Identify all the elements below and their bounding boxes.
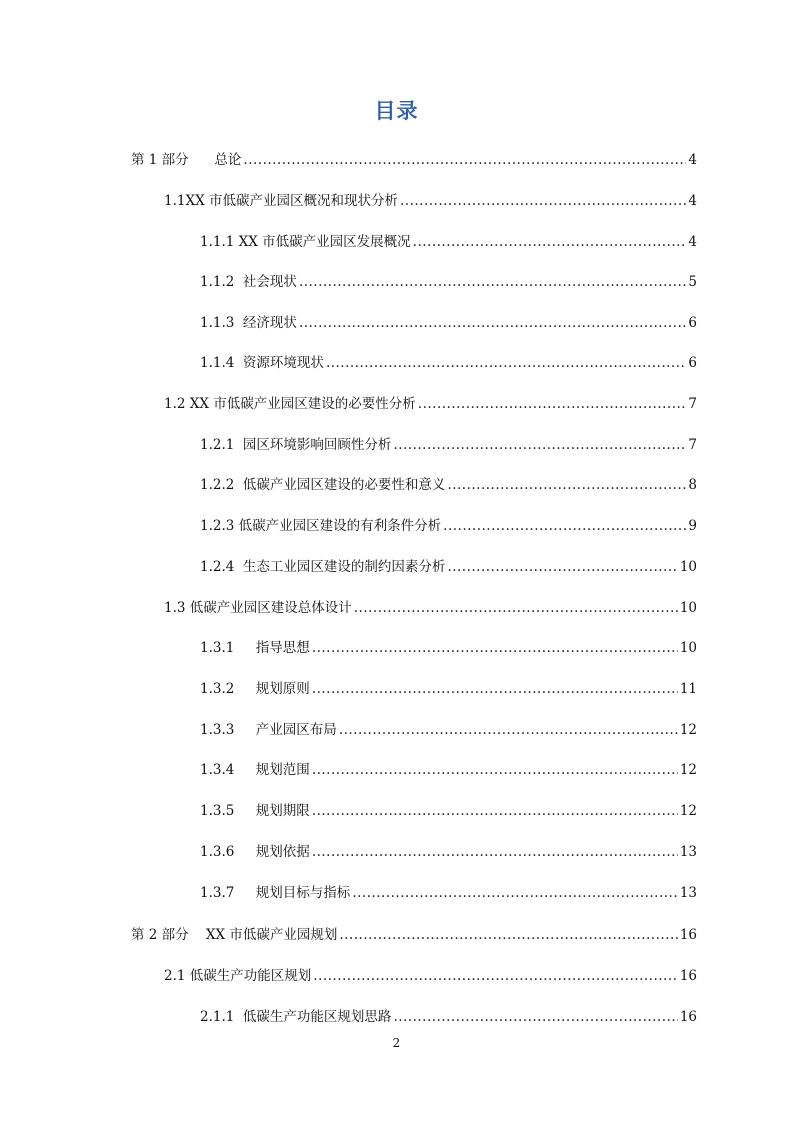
toc-entry-label: 1.1.1 XX 市低碳产业园区发展概况 xyxy=(200,234,411,250)
leader-dots xyxy=(299,272,686,292)
leader-dots xyxy=(354,598,678,618)
toc-entry-page: 13 xyxy=(679,885,697,901)
toc-entry[interactable] xyxy=(200,557,697,577)
toc-entry[interactable] xyxy=(200,638,697,658)
toc-entry-page: 10 xyxy=(679,559,697,575)
toc-entry[interactable] xyxy=(200,842,697,862)
toc-title: 目录 xyxy=(374,99,419,123)
toc-entry-label: 2.1.1 低碳生产功能区规划思路 xyxy=(200,1009,392,1025)
toc-entry-page: 4 xyxy=(688,193,697,209)
leader-dots xyxy=(393,1007,677,1027)
toc-entry-page: 12 xyxy=(679,722,697,738)
leader-dots xyxy=(400,191,686,211)
page-number: 2 xyxy=(392,1036,401,1050)
toc-entry[interactable] xyxy=(164,394,697,414)
toc-entry-label: 1.3.4 规划范围 xyxy=(200,762,310,778)
toc-entry[interactable] xyxy=(200,475,697,495)
toc-entry-page: 12 xyxy=(679,803,697,819)
toc-entry-label: 1.3.5 规划期限 xyxy=(200,803,310,819)
toc-entry-page: 16 xyxy=(679,927,697,943)
toc-entry-label: 1.1.4 资源环境现状 xyxy=(200,355,324,371)
toc-entry[interactable] xyxy=(131,150,697,170)
leader-dots xyxy=(312,760,678,780)
toc-entry[interactable] xyxy=(200,353,697,373)
toc-entry-page: 5 xyxy=(688,274,697,290)
toc-entry-page: 16 xyxy=(679,1009,697,1025)
toc-entry[interactable] xyxy=(200,272,697,292)
toc-entry[interactable] xyxy=(164,598,697,618)
toc-entry[interactable] xyxy=(164,191,697,211)
toc-entry[interactable] xyxy=(200,516,697,536)
toc-entry-page: 9 xyxy=(688,518,697,534)
toc-entry-label: 1.2 XX 市低碳产业园区建设的必要性分析 xyxy=(164,396,416,412)
toc-entry[interactable] xyxy=(131,925,697,945)
toc-entry-label: 1.3.2 规划原则 xyxy=(200,681,310,697)
leader-dots xyxy=(447,475,686,495)
toc-entry-page: 11 xyxy=(679,681,697,697)
toc-entry-label: 1.3.1 指导思想 xyxy=(200,640,310,656)
leader-dots xyxy=(418,394,687,414)
leader-dots xyxy=(443,516,686,536)
toc-entry-label: 1.2.1 园区环境影响回顾性分析 xyxy=(200,437,392,453)
leader-dots xyxy=(299,313,686,333)
toc-entry-label: 第 1 部分 总论 xyxy=(131,152,242,168)
toc-entry-label: 1.3.7 规划目标与指标 xyxy=(200,885,351,901)
toc-entry-label: 1.2.3 低碳产业园区建设的有利条件分析 xyxy=(200,518,442,534)
toc-entry-page: 10 xyxy=(679,640,697,656)
toc-entry[interactable] xyxy=(200,313,697,333)
toc-entry-page: 7 xyxy=(688,437,697,453)
toc-entry-label: 1.3 低碳产业园区建设总体设计 xyxy=(164,600,352,616)
toc-entry[interactable] xyxy=(200,760,697,780)
leader-dots xyxy=(339,720,678,740)
toc-entry-page: 8 xyxy=(688,477,697,493)
leader-dots xyxy=(326,353,686,373)
toc-entry-page: 4 xyxy=(688,234,697,250)
toc-entry-page: 6 xyxy=(688,355,697,371)
toc-entry-page: 13 xyxy=(679,844,697,860)
leader-dots xyxy=(312,842,678,862)
leader-dots xyxy=(393,435,686,455)
leader-dots xyxy=(312,679,678,699)
toc-entry-label: 第 2 部分 XX 市低碳产业园规划 xyxy=(131,927,338,943)
leader-dots xyxy=(243,150,686,170)
leader-dots xyxy=(339,925,677,945)
toc-entry[interactable] xyxy=(200,1007,697,1027)
toc-entry-page: 12 xyxy=(679,762,697,778)
toc-entry-page: 10 xyxy=(679,600,697,616)
toc-entry-label: 1.1.2 社会现状 xyxy=(200,274,297,290)
toc-entry[interactable] xyxy=(200,435,697,455)
toc-entry-label: 1.3.3 产业园区布局 xyxy=(200,722,337,738)
toc-entry[interactable] xyxy=(200,801,697,821)
toc-entry-label: 1.1.3 经济现状 xyxy=(200,315,297,331)
leader-dots xyxy=(352,883,678,903)
leader-dots xyxy=(313,966,678,986)
toc-entry-label: 1.2.4 生态工业园区建设的制约因素分析 xyxy=(200,559,446,575)
leader-dots xyxy=(413,232,687,252)
toc-entry-page: 6 xyxy=(688,315,697,331)
leader-dots xyxy=(447,557,677,577)
toc-entry-label: 1.1XX 市低碳产业园区概况和现状分析 xyxy=(164,193,398,209)
toc-entry-label: 1.3.6 规划依据 xyxy=(200,844,310,860)
toc-entry[interactable] xyxy=(200,232,697,252)
toc-entry-page: 16 xyxy=(679,968,697,984)
toc-entry-page: 7 xyxy=(688,396,697,412)
toc-entry[interactable] xyxy=(200,720,697,740)
toc-entry-label: 2.1 低碳生产功能区规划 xyxy=(164,968,312,984)
toc-entry[interactable] xyxy=(200,883,697,903)
toc-entry-label: 1.2.2 低碳产业园区建设的必要性和意义 xyxy=(200,477,446,493)
toc-entry[interactable] xyxy=(164,966,697,986)
toc-entry[interactable] xyxy=(200,679,697,699)
leader-dots xyxy=(312,638,678,658)
toc-entry-page: 4 xyxy=(688,152,697,168)
leader-dots xyxy=(312,801,678,821)
